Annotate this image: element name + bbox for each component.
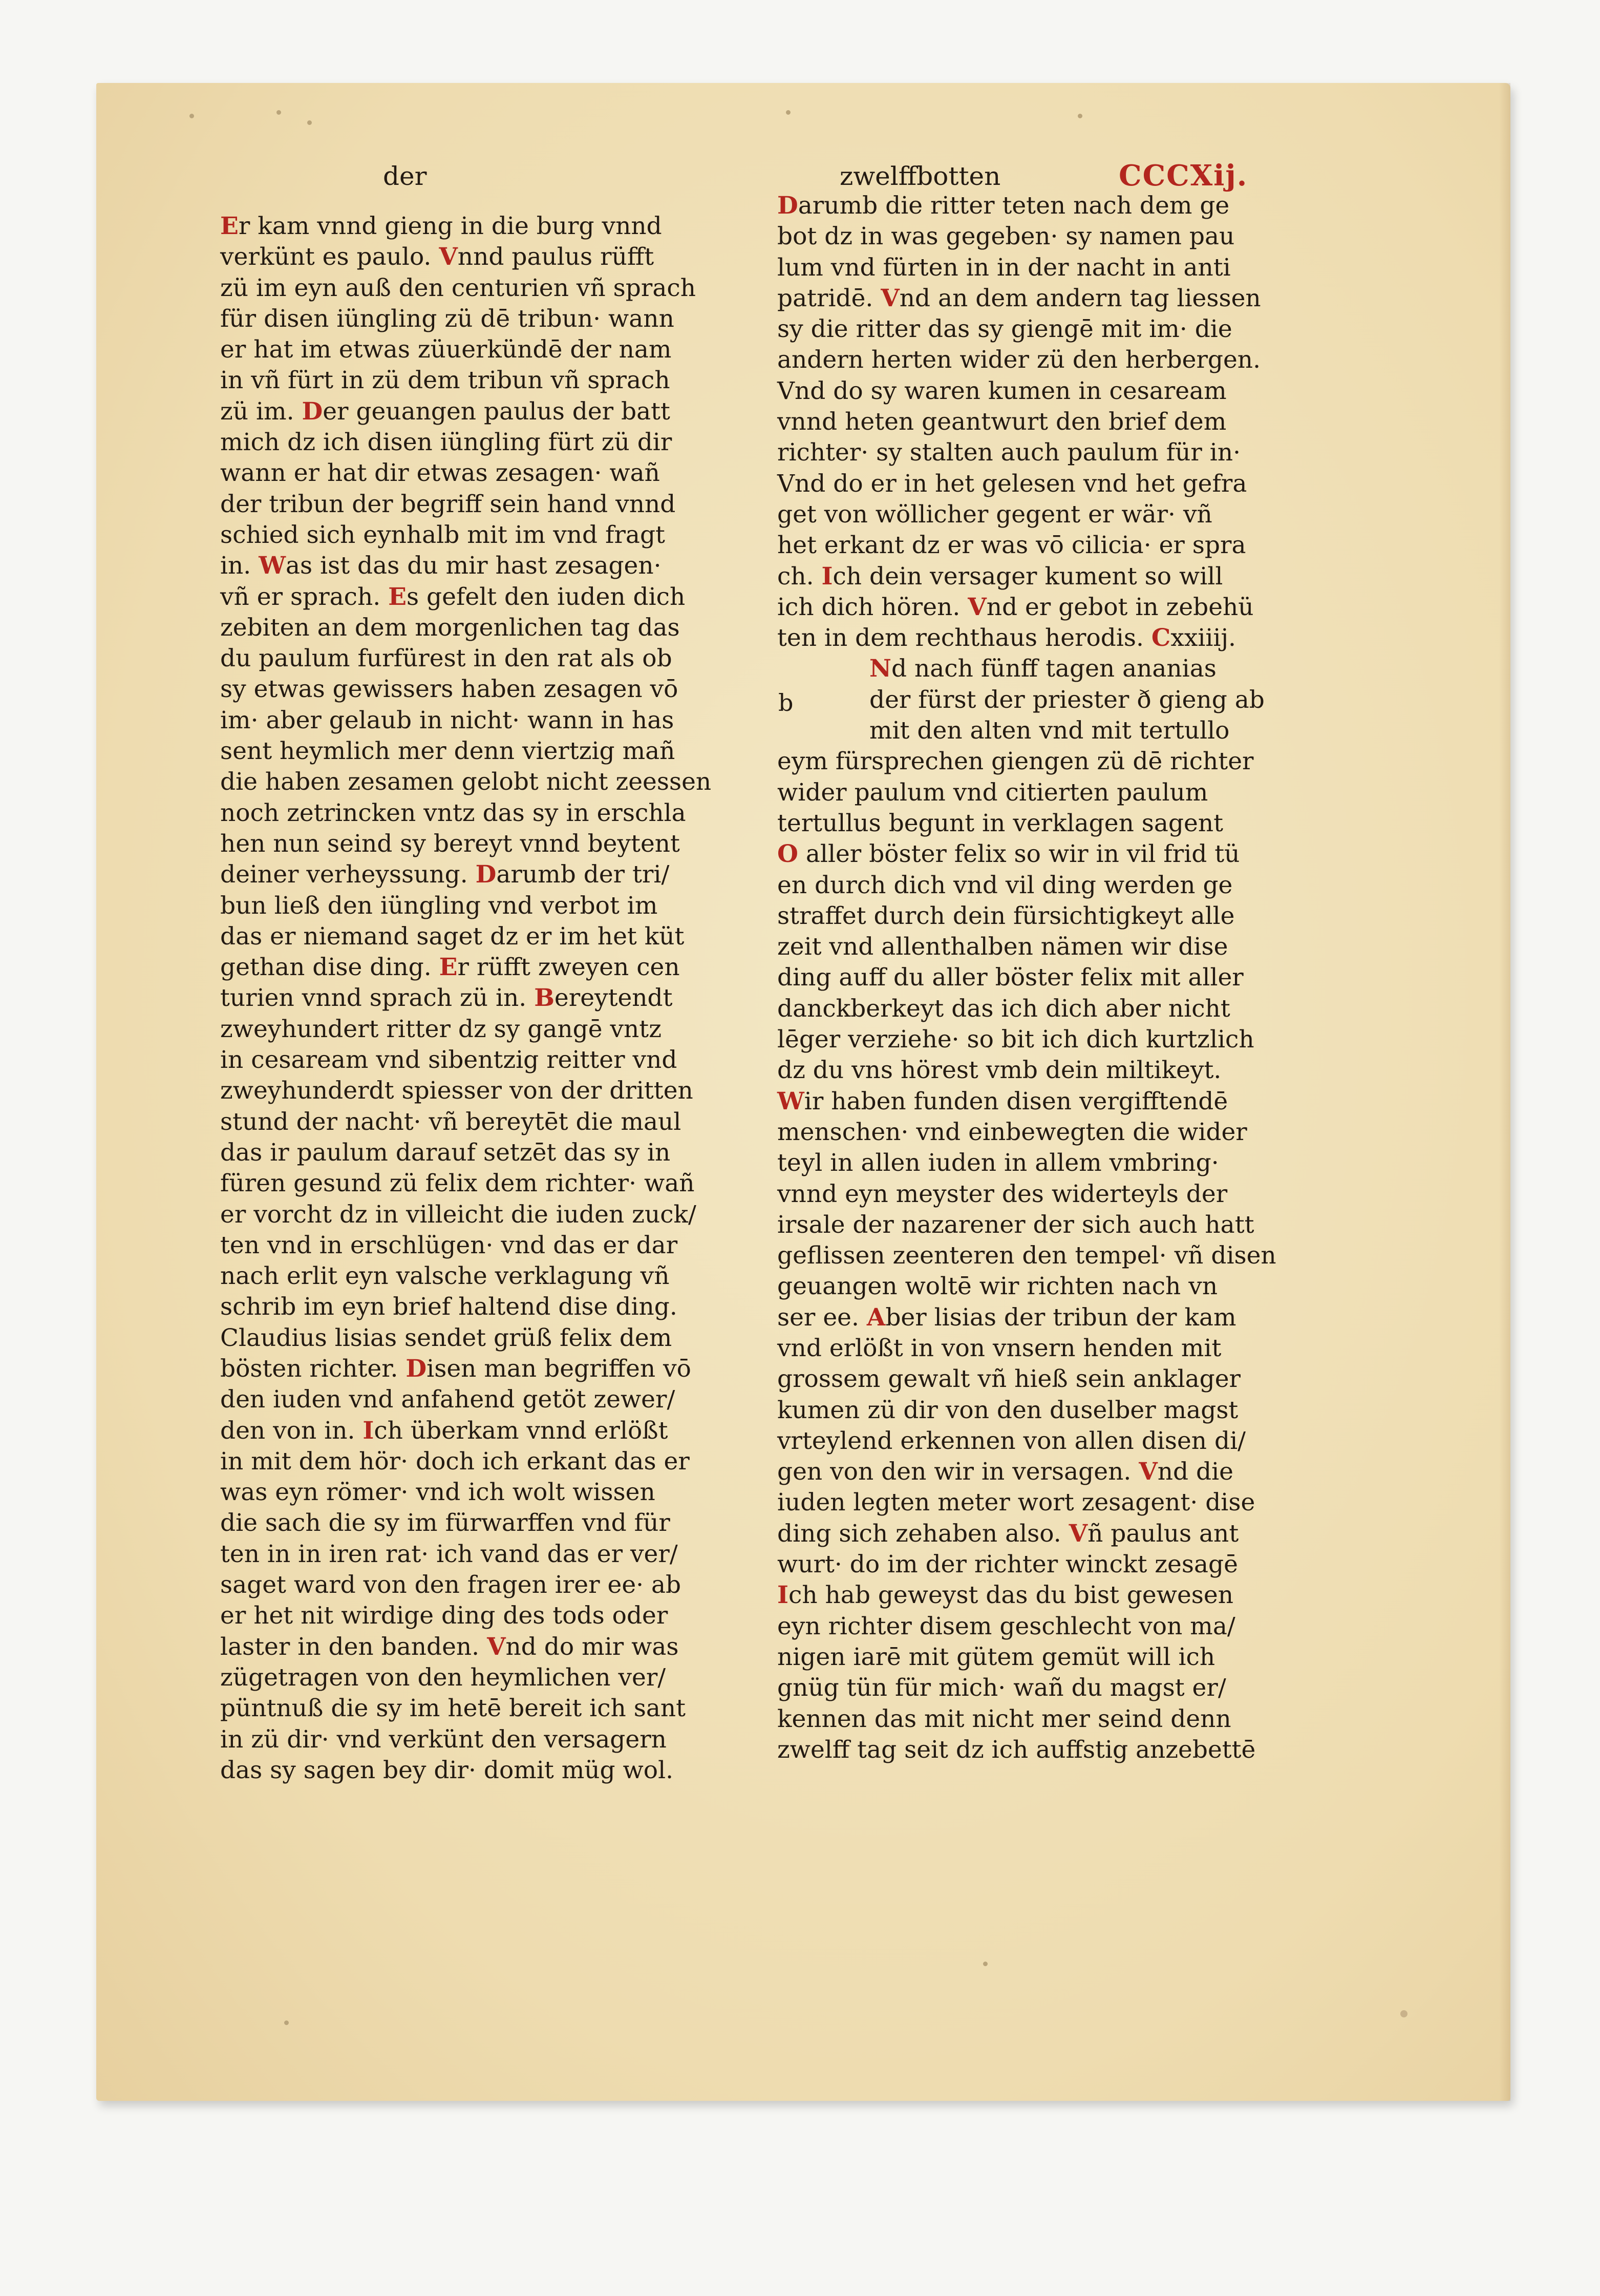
- text-line: gen von den wir in versagen. Vnd die: [777, 1458, 1233, 1486]
- text-line: ten in in iren rat· ich vand das er ver/: [220, 1540, 678, 1568]
- text-line: danckberkeyt das ich dich aber nicht: [777, 994, 1230, 1023]
- text-line: Darumb die ritter teten nach dem ge: [777, 192, 1230, 220]
- paper-blemish: [307, 120, 312, 125]
- text-line: in mit dem hör· doch ich erkant das er: [220, 1447, 690, 1476]
- text-line: die haben zesamen gelobt nicht zeessen: [220, 768, 712, 796]
- text-line: gethan dise ding. Er rüfft zweyen cen: [220, 953, 680, 982]
- text-line: lēger verziehe· so bit ich dich kurtzlich: [777, 1025, 1254, 1054]
- text-line: was eyn römer· vnd ich wolt wissen: [220, 1478, 655, 1507]
- text-line: Claudius lisias sendet grüß felix dem: [220, 1323, 672, 1352]
- text-line: wider paulum vnd citierten paulum: [777, 778, 1208, 807]
- text-line: zweyhundert ritter dz sy gangē vntz: [220, 1015, 662, 1043]
- text-line: stund der nacht· vñ bereytēt die maul: [220, 1107, 681, 1136]
- text-line: zeit vnd allenthalben nämen wir dise: [777, 933, 1228, 961]
- text-line: nigen iarē mit gütem gemüt will ich: [777, 1642, 1215, 1671]
- text-line: irsale der nazarener der sich auch hatt: [777, 1210, 1254, 1239]
- text-line: verkünt es paulo. Vnnd paulus rüfft: [220, 243, 654, 271]
- text-line: das sy sagen bey dir· domit müg wol.: [220, 1756, 674, 1784]
- text-line: er vorcht dz in villeicht die iuden zuck/: [220, 1200, 696, 1229]
- text-line: der fürst der priester ð gieng ab: [869, 685, 1265, 714]
- text-line: O aller böster felix so wir in vil frid tü: [777, 840, 1240, 869]
- text-line: püntnuß die sy im hetē bereit ich sant: [220, 1694, 686, 1723]
- text-line: ding sich zehaben also. Vñ paulus ant: [777, 1519, 1239, 1548]
- text-line: deiner verheyssung. Darumb der tri/: [220, 860, 670, 889]
- text-line: het erkant dz er was vō cilicia· er spra: [777, 531, 1246, 560]
- paper-blemish: [1078, 114, 1082, 118]
- text-line: andern herten wider zü den herbergen.: [777, 346, 1261, 374]
- text-line: sy etwas gewissers haben zesagen vō: [220, 675, 678, 704]
- text-line: vñ er sprach. Es gefelt den iuden dich: [220, 582, 686, 611]
- right-text-column: [777, 191, 1276, 1765]
- text-line: zügetragen von den heymlichen ver/: [220, 1663, 666, 1692]
- folio-number: CCCXij.: [1119, 159, 1248, 193]
- text-line: bun ließ den iüngling vnd verbot im: [220, 891, 658, 920]
- text-line: das ir paulum darauf setzēt das sy in: [220, 1138, 671, 1167]
- text-line: eyn richter disem geschlecht von ma/: [777, 1612, 1235, 1640]
- text-line: eym fürsprechen giengen zü dē richter: [777, 747, 1254, 776]
- text-line: noch zetrincken vntz das sy in erschla: [220, 798, 686, 827]
- text-line: im· aber gelaub in nicht· wann in has: [220, 706, 674, 734]
- text-line: turien vnnd sprach zü in. Bereytendt: [220, 984, 673, 1013]
- text-line: menschen· vnd einbewegten die wider: [777, 1118, 1247, 1146]
- text-line: schrib im eyn brief haltend dise ding.: [220, 1293, 677, 1321]
- text-line: in. Was ist das du mir hast zesagen·: [220, 552, 662, 580]
- text-line: hen nun seind sy bereyt vnnd beytent: [220, 829, 680, 858]
- text-line: wann er hat dir etwas zesagen· wañ: [220, 459, 660, 488]
- text-line: Ich hab geweyst das du bist gewesen: [777, 1581, 1233, 1610]
- text-line: tertullus begunt in verklagen sagent: [777, 809, 1223, 837]
- text-line: teyl in allen iuden in allem vmbring·: [777, 1149, 1219, 1177]
- text-line: kumen zü dir von den duselber magst: [777, 1396, 1239, 1424]
- paper-blemish: [189, 114, 194, 118]
- text-line: den von in. Ich überkam vnnd erlößt: [220, 1416, 668, 1445]
- running-header-right: zwelffbotten: [840, 161, 1001, 191]
- text-line: in cesaream vnd sibentzig reitter vnd: [220, 1046, 677, 1075]
- text-line: ding auff du aller böster felix mit aller: [777, 963, 1244, 992]
- text-line: vnnd eyn meyster des widerteyls der: [777, 1179, 1228, 1208]
- text-line: ser ee. Aber lisias der tribun der kam: [777, 1303, 1236, 1332]
- text-line: gnüg tün für mich· wañ du magst er/: [777, 1674, 1226, 1702]
- text-line: bot dz in was gegeben· sy namen pau: [777, 222, 1235, 251]
- text-line: patridē. Vnd an dem andern tag liessen: [777, 284, 1261, 312]
- text-line: Vnd do er in het gelesen vnd het gefra: [777, 469, 1247, 498]
- paper-blemish: [786, 110, 791, 115]
- text-line: laster in den banden. Vnd do mir was: [220, 1632, 679, 1661]
- text-line: en durch dich vnd vil ding werden ge: [777, 871, 1233, 899]
- text-line: in vñ fürt in zü dem tribun vñ sprach: [220, 366, 670, 395]
- text-line: ich dich hören. Vnd er gebot in zebehü: [777, 593, 1254, 621]
- text-line: du paulum furfürest in den rat als ob: [220, 644, 672, 673]
- text-line: zü im eyn auß den centurien vñ sprach: [220, 273, 696, 302]
- text-line: füren gesund zü felix dem richter· wañ: [220, 1169, 695, 1198]
- paper-blemish: [284, 2020, 289, 2025]
- text-line: vnd erlößt in von vnsern henden mit: [777, 1334, 1222, 1362]
- text-line: vnnd heten geantwurt den brief dem: [777, 408, 1227, 436]
- text-line: Er kam vnnd gieng in die burg vnnd: [220, 212, 662, 240]
- text-line: er het nit wirdige ding des tods oder: [220, 1602, 668, 1630]
- text-line: saget ward von den fragen irer ee· ab: [220, 1571, 681, 1599]
- text-line: die sach die sy im fürwarffen vnd für: [220, 1509, 670, 1537]
- text-line: sent heymlich mer denn viertzig mañ: [220, 737, 675, 766]
- text-line: mich dz ich disen iüngling fürt zü dir: [220, 428, 672, 457]
- text-line: Wir haben funden disen vergifftendē: [777, 1087, 1228, 1115]
- text-line: richter· sy stalten auch paulum für in·: [777, 438, 1241, 467]
- text-line: straffet durch dein fürsichtigkeyt alle: [777, 901, 1235, 930]
- text-line: schied sich eynhalb mit im vnd fragt: [220, 520, 665, 549]
- text-line: zweyhunderdt spiesser von der dritten: [220, 1077, 693, 1105]
- text-line: für disen iüngling zü dē tribun· wann: [220, 304, 674, 333]
- text-line: ten vnd in erschlügen· vnd das er dar: [220, 1231, 678, 1259]
- left-text-column: [220, 211, 712, 1786]
- text-line: den iuden vnd anfahend getöt zewer/: [220, 1385, 675, 1414]
- paper-blemish: [1400, 2010, 1407, 2017]
- text-line: geuangen woltē wir richten nach vn: [777, 1272, 1218, 1301]
- text-line: lum vnd fürten in in der nacht in anti: [777, 253, 1231, 282]
- text-line: zebiten an dem morgenlichen tag das: [220, 613, 680, 642]
- text-line: Vnd do sy waren kumen in cesaream: [777, 376, 1227, 405]
- text-line: ten in dem rechthaus herodis. Cxxiiij.: [777, 624, 1236, 652]
- text-line: zwelff tag seit dz ich auffstig anzebettē: [777, 1735, 1256, 1764]
- text-line: in zü dir· vnd verkünt den versagern: [220, 1725, 667, 1754]
- text-line: Nd nach fünff tagen ananias: [869, 655, 1217, 683]
- text-line: der tribun der begriff sein hand vnnd: [220, 490, 676, 518]
- margin-letter: b: [778, 689, 794, 717]
- text-line: das er niemand saget dz er im het küt: [220, 922, 685, 951]
- running-header-left: der: [383, 161, 427, 191]
- text-line: dz du vns hörest vmb dein miltikeyt.: [777, 1056, 1222, 1085]
- text-line: geflissen zeenteren den tempel· vñ disen: [777, 1241, 1276, 1270]
- text-line: kennen das mit nicht mer seind denn: [777, 1704, 1231, 1733]
- text-line: vrteylend erkennen von allen disen di/: [777, 1426, 1246, 1455]
- text-line: sy die ritter das sy giengē mit im· die: [777, 315, 1232, 344]
- text-line: get von wöllicher gegent er wär· vñ: [777, 500, 1212, 529]
- text-line: ch. Ich dein versager kument so will: [777, 562, 1223, 591]
- text-line: iuden legten meter wort zesagent· dise: [777, 1488, 1255, 1517]
- text-line: grossem gewalt vñ hieß sein anklager: [777, 1365, 1241, 1394]
- text-line: er hat im etwas züuerkündē der nam: [220, 335, 672, 364]
- paper-blemish: [276, 110, 281, 115]
- text-line: zü im. Der geuangen paulus der batt: [220, 397, 670, 426]
- text-line: wurt· do im der richter winckt zesagē: [777, 1550, 1238, 1579]
- text-line: bösten richter. Disen man begriffen vō: [220, 1354, 691, 1383]
- text-line: mit den alten vnd mit tertullo: [869, 717, 1230, 745]
- paper-blemish: [983, 1962, 988, 1966]
- text-line: nach erlit eyn valsche verklagung vñ: [220, 1262, 670, 1291]
